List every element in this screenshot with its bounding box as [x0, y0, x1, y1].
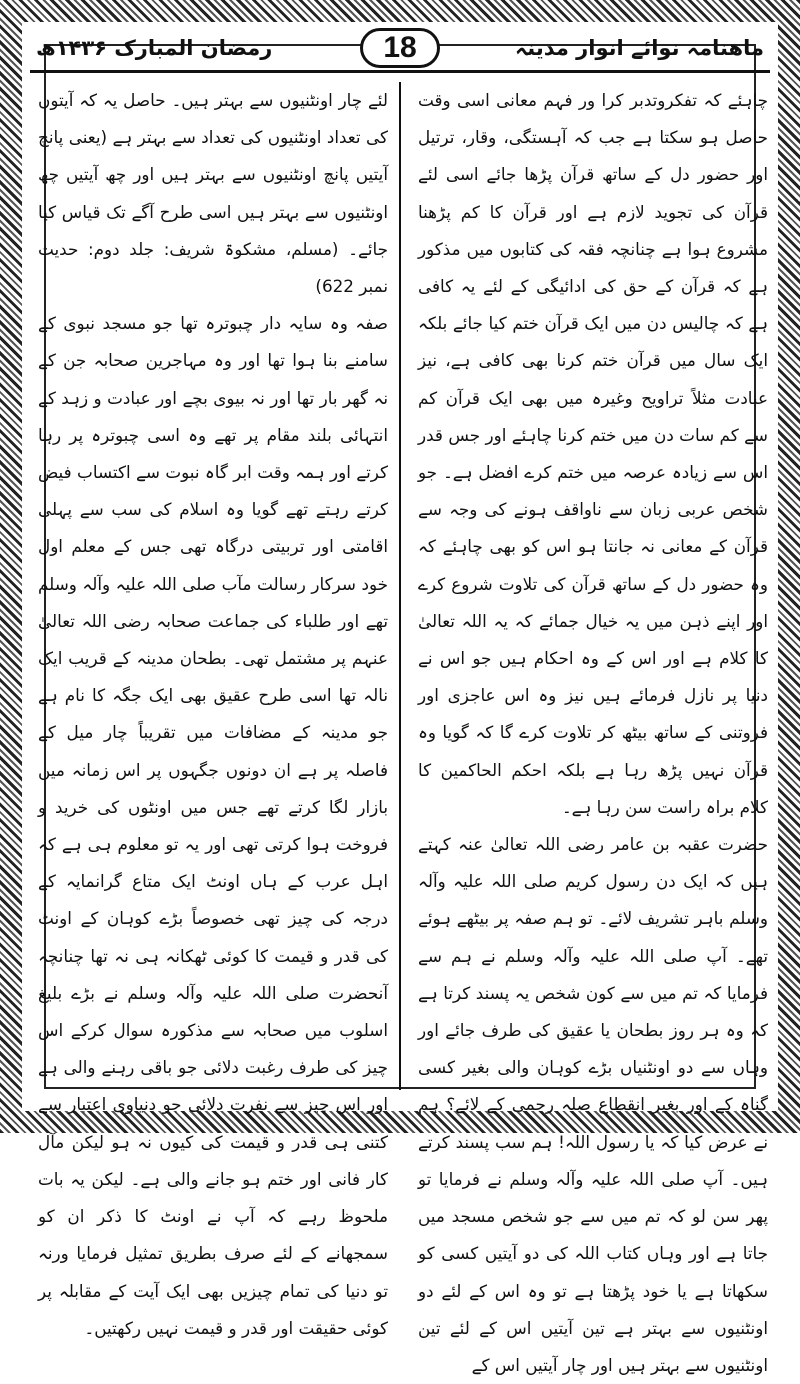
- right-text-column: [418, 82, 768, 1375]
- page-number-badge: 18: [360, 28, 440, 68]
- left-paragraph-2: صفہ وہ سایہ دار چبوترہ تھا جو مسجد نبوی کے سامنے بنا ہوا تھا اور وہ مہاجرین صحابہ جن کے نہ گھر بار تھا اور نہ بیوی بچے اور عبادت و زہد کے انتہائی بلند مقام پر تھے وہ اسی چبوترہ پر رہا کرتے اور ہمہ وقت ابر گاہ نبوت سے اکتساب فیض کرتے رہتے تھے گویا وہ اسلام کی سب سے پہلی اقامتی اور تربیتی درگاہ تھی جس کے معلم اول خود سرکار رسالت مآب صلی اللہ علیہ وآلہ وسلم تھے اور طلباء کی جماعت صحابہ رضی اللہ تعالیٰ عنہم پر مشتمل تھی۔ بطحان مدینہ کے قریب ایک نالہ تھا اسی طرح عقیق بھی ایک جگہ کا نام ہے جو مدینہ کے مضافات میں تقریباً چار میل کے فاصلہ پر ہے ان دونوں جگہوں پر اس زمانہ میں بازار لگا کرتے تھے جس میں اونٹوں کی خرید و فروخت ہوا کرتی تھی اور یہ تو معلوم ہی ہے کہ اہل عرب کے ہاں اونٹ ایک متاع گرانمایہ کے درجہ کی چیز تھی خصوصاً بڑے کوہان کے اونٹ کی قدر و قیمت کا کوئی ٹھکانہ ہی نہ تھا چنانچہ آنحضرت صلی اللہ علیہ وآلہ وسلم نے بڑے بلیغ اسلوب میں صحابہ سے مذکورہ سوال کرکے اس چیز کی طرف رغبت دلائی جو باقی رہنے والی ہے اور اس چیز سے نفرت دلائی جو دنیاوی اعتبار سے کتنی ہی قدر و قیمت کی کیوں نہ ہو لیکن مآل کار فانی اور ختم ہو جانے والی ہے۔ لیکن یہ بات ملحوظ رہے کہ آپ نے اونٹ کا ذکر ان کو سمجھانے کے لئے صرف بطریق تمثیل فرمایا ورنہ تو دنیا کی تمام چیزیں بھی ایک آیت کے مقابلہ پر کوئی حقیقت اور قدر و قیمت نہیں رکھتیں۔: [38, 313, 388, 1338]
- header-rule: [30, 70, 770, 73]
- right-paragraph-1: چاہئے کہ تفکروتدبر کرا ور فہم معانی اسی وقت حاصل ہو سکتا ہے جب کہ آہستگی، وقار، ترتیل اور حضور دل کے ساتھ قرآن پڑھا جائے اسی لئے قرآن کی تجوید لازم ہے اور قرآن کا کم پڑھنا مشروع ہوا ہے چنانچہ فقہ کی کتابوں میں مذکور ہے کہ قرآن کے حق کی ادائیگی کے لئے یہ کافی ہے کہ چالیس دن میں ایک قرآن ختم کیا جائے بلکہ ایک سال میں قرآن ختم کرنا بھی کافی ہے، نیز عبادت مثلاً تراویح وغیرہ میں بھی ایک قرآن کم سے کم سات دن میں ختم کرنا چاہئے اور جس قدر اس سے زیادہ عرصہ میں ختم کرے افضل ہے۔ جو شخص عربی زبان سے ناواقف ہونے کی وجہ سے قرآن کے معانی نہ جانتا ہو اس کو بھی چاہئے کہ وہ حضور دل کے ساتھ قرآن کی تلاوت شروع کرے اور اپنے ذہن میں یہ خیال جمائے کہ یہ اللہ تعالیٰ کا کلام ہے اور اس کے وہ احکام ہیں جو اس نے دنیا پر نازل فرمائے ہیں نیز وہ اس عاجزی اور فروتنی کے ساتھ بیٹھ کر تلاوت کرے گا کہ گویا وہ قرآن نہیں پڑھ رہا ہے بلکہ احکم الحاکمین کا کلام براہ راست سن رہا ہے۔: [418, 90, 768, 817]
- issue-title: رمضان المبارک ۱۴۳۶ھ: [36, 36, 273, 60]
- right-paragraph-2: حضرت عقبہ بن عامر رضی اللہ تعالیٰ عنہ کہتے ہیں کہ ایک دن رسول کریم صلی اللہ علیہ وآلہ وسلم باہر تشریف لائے۔ تو ہم صفہ پر بیٹھے ہوئے تھے۔ آپ صلی اللہ علیہ وآلہ وسلم نے ہم سے فرمایا کہ تم میں سے کون شخص یہ پسند کرتا ہے کہ وہ ہر روز بطحان یا عقیق کی طرف جائے اور وہاں سے دو اونٹنیاں بڑے کوہان والی بغیر کسی گناہ کے اور بغیر انقطاع صلہ رحمی کے لائے؟ ہم نے عرض کیا کہ یا رسول اللہ! ہم سب پسند کرتے ہیں۔ آپ صلی اللہ علیہ وآلہ وسلم نے فرمایا تو پھر سن لو کہ تم میں سے جو شخص مسجد میں جاتا ہے اور وہاں کتاب اللہ کی دو آیتیں کسی کو سکھاتا ہے یا خود پڑھتا ہے تو وہ اس کے لئے دو اونٹنیوں سے بہتر ہے تین آیتیں اس کے لئے تین اونٹنیوں سے بہتر ہیں اور چار آیتیں اس کے: [418, 834, 768, 1375]
- column-divider: [399, 82, 401, 1090]
- page-header: [30, 26, 770, 72]
- left-text-column: [38, 82, 388, 1338]
- left-paragraph-1: لئے چار اونٹنیوں سے بہتر ہیں۔ حاصل یہ کہ آیتوں کی تعداد اونٹنیوں کی تعداد سے بہتر ہے (یعنی پانچ آیتیں پانچ اونٹنیوں سے بہتر ہیں اور چھ آیتیں چھ اونٹنیوں سے بہتر ہیں اسی طرح آگے تک قیاس کیا جائے۔ (مسلم، مشکوۃ شریف: جلد دوم: حدیث نمبر 622): [38, 90, 388, 297]
- magazine-title: ماهنامہ نوائے انوار مدینہ: [514, 36, 764, 60]
